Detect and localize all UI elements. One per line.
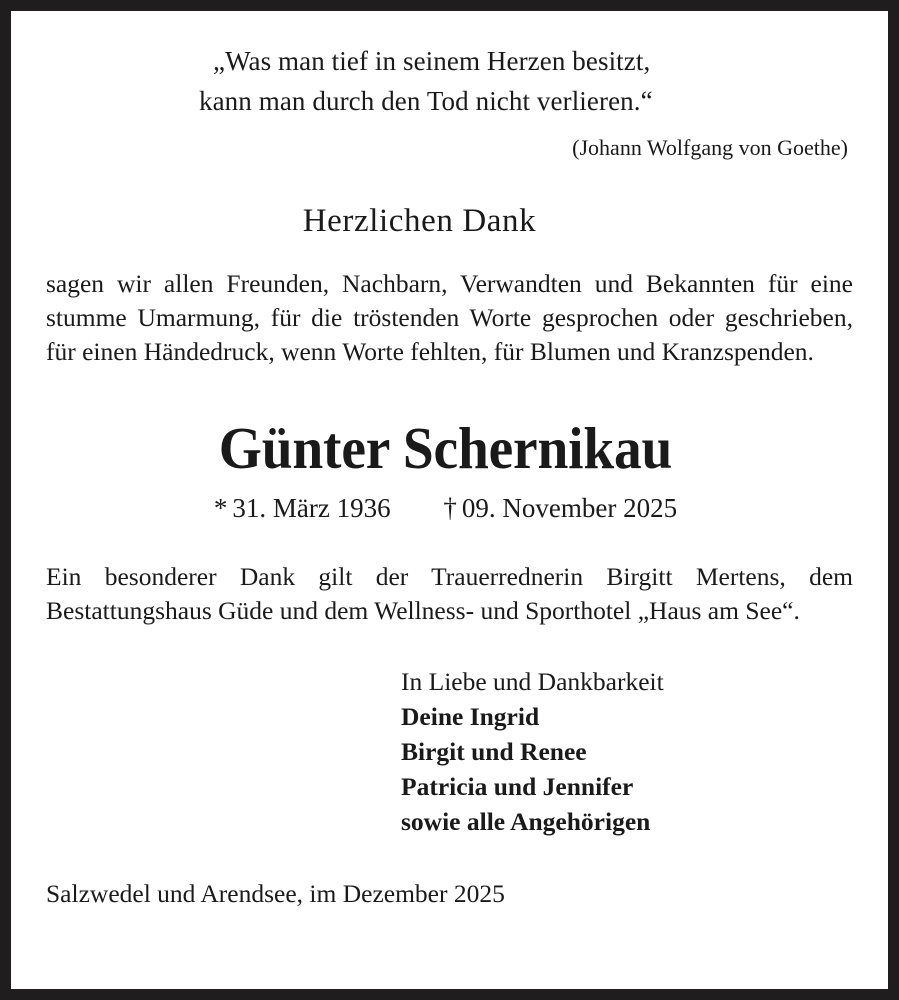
dagger-icon: † (443, 493, 457, 523)
life-dates (38, 490, 853, 526)
deceased-name: Günter Schernikau (218, 415, 673, 481)
signature-name-2: Birgit und Renee (401, 737, 587, 766)
obituary-inner-border (11, 11, 888, 989)
signature-name-3: Patricia und Jennifer (401, 772, 634, 801)
obituary-content (13, 13, 886, 987)
signature-intro: In Liebe und Dankbarkeit (401, 667, 664, 696)
death-date-group (443, 493, 677, 523)
asterisk-icon: * (213, 493, 228, 523)
epigraph-quote (38, 41, 861, 121)
intro-paragraph: sagen wir allen Freunden, Nachbarn, Verwandten und Bekannten für eine stumme Umarmung, für die tröstenden Worte gesprochen oder geschrieben, für einen Händedruck, wenn Worte fehlten, für Blumen und Kranzspenden. (46, 269, 853, 366)
quote-line-2: kann man durch den Tod nicht verlieren.“ (199, 86, 653, 116)
quote-line-1: „Was man tief in seinem Herzen besitzt, (213, 46, 651, 76)
place-and-date: Salzwedel und Arendsee, im Dezember 2025 (46, 879, 505, 908)
birth-date-group (214, 493, 391, 523)
page-title: Herzlichen Dank (302, 203, 537, 239)
signature-name-4: sowie alle Angehörigen (401, 807, 651, 836)
death-date: 09. November 2025 (461, 493, 678, 523)
special-thanks-paragraph: Ein besonderer Dank gilt der Trauerrednerin Birgitt Mertens, dem Bestattungshaus Güde und dem Wellness- und Sporthotel „Haus am See“. (46, 562, 853, 625)
quote-attribution: (Johann Wolfgang von Goethe) (572, 135, 848, 160)
signature-block (38, 664, 861, 839)
deceased-block (38, 413, 861, 526)
birth-date: 31. März 1936 (232, 493, 391, 523)
signature-name-1: Deine Ingrid (401, 702, 540, 731)
